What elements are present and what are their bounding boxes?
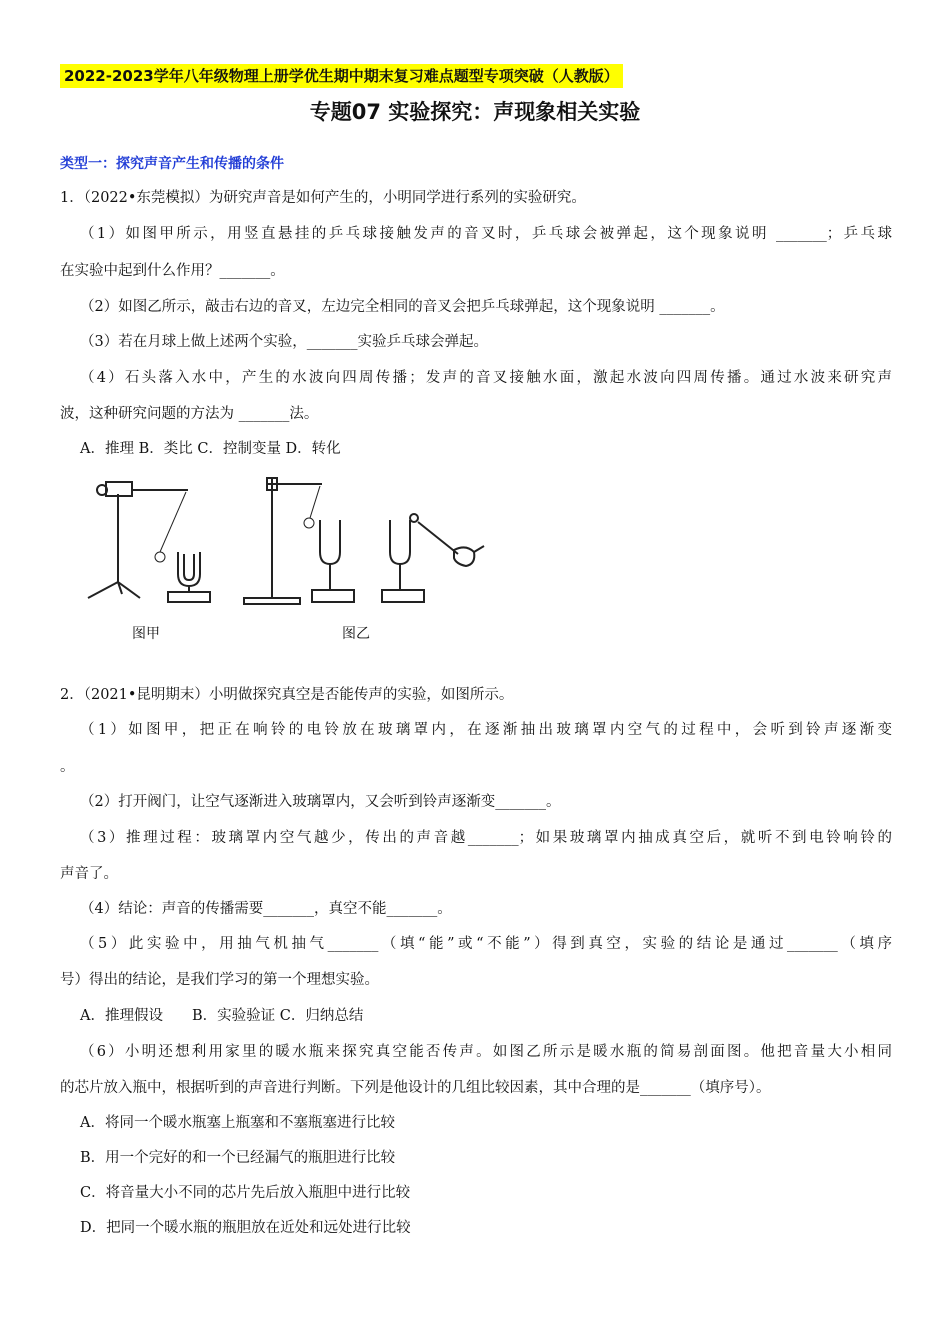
q2-part1-line2: 。 xyxy=(60,759,75,775)
q1-options: A．推理 B．类比 C．控制变量 D．转化 xyxy=(80,441,341,457)
experiment-figure xyxy=(78,470,498,620)
q2-part6-line1: （6）小明还想利用家里的暖水瓶来探究真空能否传声。如图乙所示是暖水瓶的简易剖面图。他把音量大小相同 xyxy=(80,1044,892,1060)
q2-part3-line1: （3）推理过程：玻璃罩内空气越少，传出的声音越_______；如果玻璃罩内抽成真空后，就听不到电铃响铃的 xyxy=(80,830,892,846)
figure-caption-b: 图乙 xyxy=(342,626,370,642)
q2-part5-options: A．推理假设 B．实验验证 C．归纳总结 xyxy=(80,1008,364,1024)
q1-part2: （2）如图乙所示，敲击右边的音叉，左边完全相同的音叉会把乒乓球弹起，这个现象说明 _______。 xyxy=(80,299,725,315)
q2-option-b: B．用一个完好的和一个已经漏气的瓶胆进行比较 xyxy=(80,1150,396,1166)
figure-caption-a: 图甲 xyxy=(132,626,160,642)
q1-part1-line2: 在实验中起到什么作用？_______。 xyxy=(60,263,285,279)
section-heading: 类型一：探究声音产生和传播的条件 xyxy=(60,156,284,172)
hanging-ball-icon xyxy=(304,486,320,528)
left-tuning-fork-icon xyxy=(312,520,354,602)
q2-part6-line2: 的芯片放入瓶中，根据听到的声音进行判断。下列是他设计的几组比较因素，其中合理的是_______（填序号）。 xyxy=(60,1080,771,1096)
q1-part4-line2: 波，这种研究问题的方法为 _______法。 xyxy=(60,406,319,422)
q2-stem: 2．（2021•昆明期末）小明做探究真空是否能传声的实验，如图所示。 xyxy=(60,687,514,703)
page-title: 专题07 实验探究：声现象相关实验 xyxy=(309,100,641,124)
q2-part5-line2: 号）得出的结论，是我们学习的第一个理想实验。 xyxy=(60,972,379,988)
q1-part4-line1: （4）石头落入水中，产生的水波向四周传播；发声的音叉接触水面，激起水波向四周传播。通过水波来研究声 xyxy=(80,370,892,386)
q2-part2: （2）打开阀门，让空气逐渐进入玻璃罩内，又会听到铃声逐渐变_______。 xyxy=(80,794,561,810)
document-header: 2022-2023学年八年级物理上册学优生期中期末复习难点题型专项突破（人教版） xyxy=(60,64,623,88)
q1-part3: （3）若在月球上做上述两个实验，_______实验乒乓球会弹起。 xyxy=(80,334,488,350)
q2-part5-line1: （5）此实验中，用抽气机抽气_______（填“能”或“不能”）得到真空，实验的结论是通过_______（填序 xyxy=(80,936,892,952)
q2-option-a: A．将同一个暖水瓶塞上瓶塞和不塞瓶塞进行比较 xyxy=(80,1115,395,1131)
q2-option-c: C．将音量大小不同的芯片先后放入瓶胆中进行比较 xyxy=(80,1185,411,1201)
retort-stand-icon xyxy=(244,478,322,604)
q2-part1-line1: （1）如图甲，把正在响铃的电铃放在玻璃罩内，在逐渐抽出玻璃罩内空气的过程中，会听到铃声逐渐变 xyxy=(80,722,892,738)
pendulum-ball-icon xyxy=(155,492,186,562)
tuning-fork-icon xyxy=(168,552,210,602)
iron-stand-icon xyxy=(88,482,188,598)
mallet-hand-icon xyxy=(410,514,484,566)
q2-option-d: D．把同一个暖水瓶的瓶胆放在近处和远处进行比较 xyxy=(80,1220,411,1236)
q2-part3-line2: 声音了。 xyxy=(60,866,118,882)
q1-stem: 1．（2022•东莞模拟）为研究声音是如何产生的，小明同学进行系列的实验研究。 xyxy=(60,190,586,206)
q2-part4: （4）结论：声音的传播需要_______，真空不能_______。 xyxy=(80,901,452,917)
q1-part1-line1: （1）如图甲所示，用竖直悬挂的乒乓球接触发声的音叉时，乒乓球会被弹起，这个现象说明 _______；乒乓球 xyxy=(80,226,892,242)
right-tuning-fork-icon xyxy=(382,520,424,602)
